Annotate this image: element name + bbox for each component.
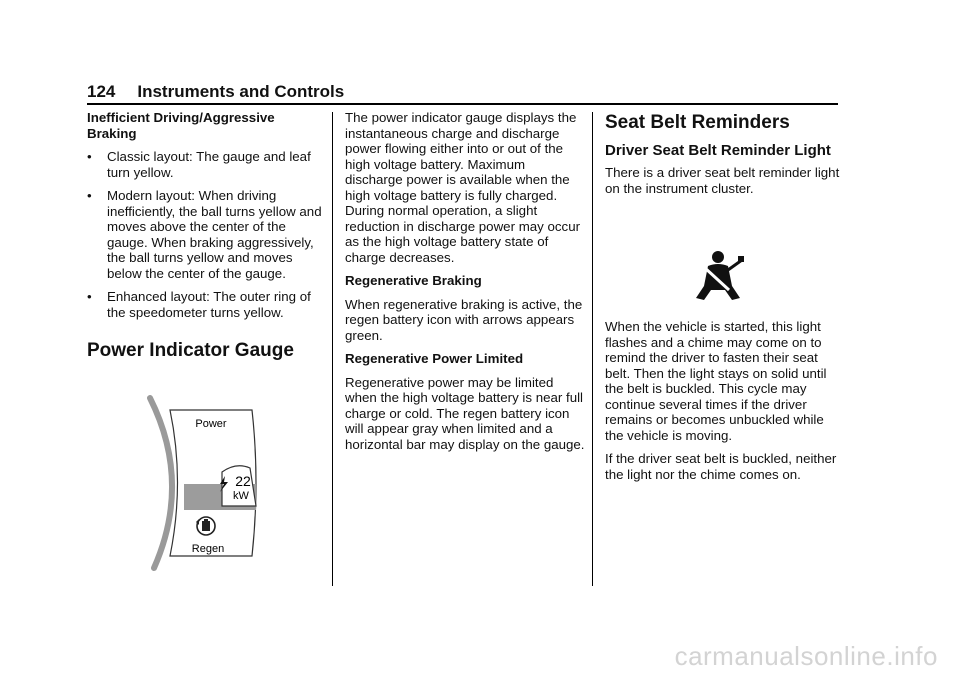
page-header xyxy=(87,82,344,102)
gauge-power-label: Power xyxy=(195,418,227,430)
buckled-text: If the driver seat belt is buckled, neither the light nor the chime comes on. xyxy=(605,451,837,482)
header-rule xyxy=(87,103,838,105)
seat-belt-icon xyxy=(696,250,746,302)
gauge-value: 22 xyxy=(235,473,251,489)
watermark: carmanualsonline.info xyxy=(674,641,938,671)
inefficient-driving-heading: Inefficient Driving/Aggressive Braking xyxy=(87,110,275,141)
reminder-cycle-text: When the vehicle is started, this light flashes and a chime may come on to remind the driver to fasten their seat belt. Then the light stays on solid until the belt is buckled. This cycle may continue several times if the driver remains or becomes unbuckled while the vehicle is moving. xyxy=(605,319,827,443)
bullet-text: Classic layout: The gauge and leaf turn yellow. xyxy=(107,149,311,180)
gauge-unit: kW xyxy=(233,490,249,502)
page-title: Instruments and Controls xyxy=(137,82,345,101)
bullet-item: • Classic layout: The gauge and leaf turn yellow. xyxy=(87,149,322,180)
bullet-item: • Modern layout: When driving inefficiently, the ball turns yellow and moves above the center of the gauge. When braking aggressively, the ball turns yellow and moves below the center of the gauge. xyxy=(87,188,322,281)
bullet-text: Enhanced layout: The outer ring of the speedometer turns yellow. xyxy=(107,289,311,320)
regen-limited-text: Regenerative power may be limited when the high voltage battery is near full charge or cold. The regen battery icon will appear gray when limited and a horizontal bar may display on the gauge. xyxy=(345,374,585,452)
driver-reminder-subtitle: Driver Seat Belt Reminder Light xyxy=(605,142,831,159)
bullet-text: Modern layout: When driving inefficiently, the ball turns yellow and moves above the center of the gauge. When braking aggressively, the ball turns yellow and moves below the center of the gauge. xyxy=(107,188,322,281)
regen-limited-heading: Regenerative Power Limited xyxy=(345,351,524,366)
page-number: 124 xyxy=(87,82,116,101)
bullet-item: • Enhanced layout: The outer ring of the speedometer turns yellow. xyxy=(87,289,322,320)
seat-belt-reminders-title: Seat Belt Reminders xyxy=(605,112,790,133)
power-indicator-gauge-title: Power Indicator Gauge xyxy=(87,340,294,361)
gauge-regen-label: Regen xyxy=(191,543,225,555)
column-divider-1 xyxy=(332,112,333,586)
column-2 xyxy=(345,110,585,460)
reminder-light-text: There is a driver seat belt reminder light on the instrument cluster. xyxy=(605,165,840,196)
column-1 xyxy=(87,110,322,362)
regen-braking-heading: Regenerative Braking xyxy=(345,273,482,288)
column-divider-2 xyxy=(592,112,593,586)
power-gauge-illustration xyxy=(140,392,270,572)
regen-braking-text: When regenerative braking is active, the regen battery icon with arrows appears green. xyxy=(345,296,583,343)
power-gauge-intro: The power indicator gauge displays the instantaneous charge and discharge power flowing either into or out of the high voltage battery. Maximum discharge power is available when the high voltage battery is fully charged. During normal operation, a slight reduction in discharge power may occur as the high voltage battery state of charge decreases. xyxy=(345,110,581,265)
gauge-outer-ring xyxy=(150,398,172,568)
